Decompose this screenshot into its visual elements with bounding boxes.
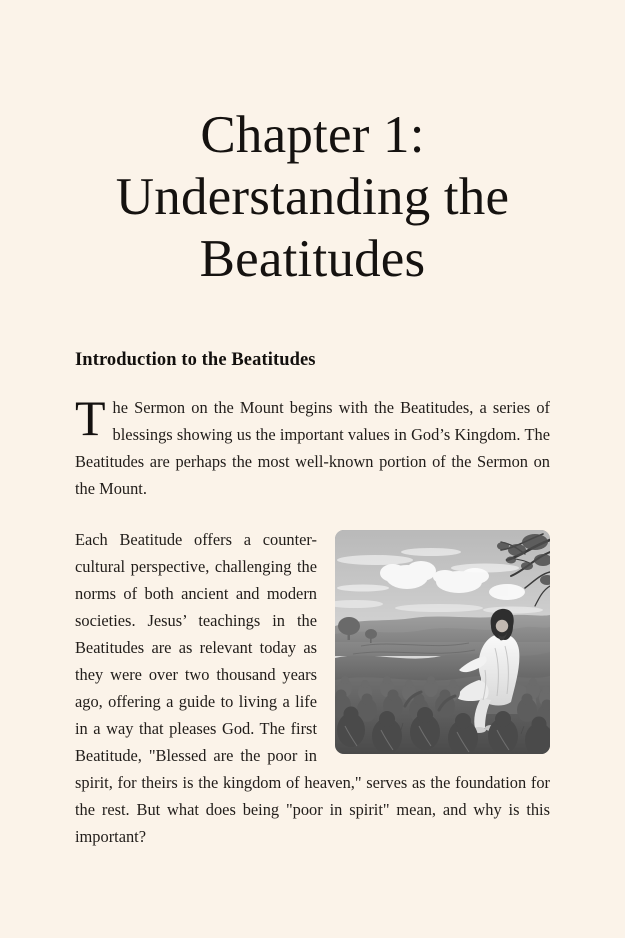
page-title (75, 0, 550, 290)
sermon-on-the-mount-illustration (335, 530, 550, 754)
second-paragraph-text: Each Beatitude offers a counter-cultural perspective, challenging the norms of both ancient and modern societies. Jesus’ teachings in the Beatitudes are as relevant today as they were over two thousand years ago, offering a guide to living a life in a way that pleases God. The first Beatitude, "Blessed are the poor in spirit, for theirs is the kingdom of heaven," serves as the foundation for the rest. But what does being "poor in spirit" mean, and why is this important? (75, 530, 550, 846)
intro-paragraph (75, 372, 550, 502)
drop-cap: T (75, 390, 106, 446)
intro-paragraph-text: he Sermon on the Mount begins with the Beatitudes, a series of blessings showing us the important values in God’s Kingdom. The Beatitudes are perhaps the most well-known portion of the Sermon on the Mount. (75, 398, 550, 498)
chapter-title-line-3: Beatitudes (199, 230, 426, 288)
section-heading: Introduction to the Beatitudes (75, 350, 316, 370)
second-paragraph (75, 502, 550, 850)
chapter-title-line-1: Chapter 1: (200, 106, 425, 164)
chapter-title-line-2: Understanding the (115, 168, 510, 226)
